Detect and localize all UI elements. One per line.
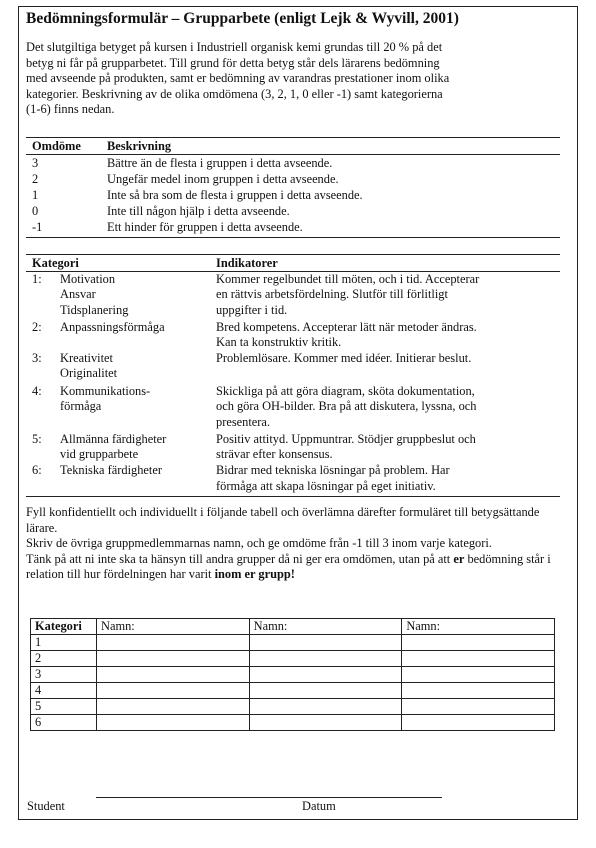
category-number: 1: bbox=[32, 272, 42, 286]
rule bbox=[26, 137, 560, 138]
intro-text bbox=[26, 40, 564, 118]
intro-line: (1-6) finns nedan. bbox=[26, 102, 115, 117]
instruction-paragraph: Skriv de övriga gruppmedlemmarnas namn, och ge omdöme från -1 till 3 inom varje kategori. bbox=[26, 536, 492, 551]
instruction-paragraph: Fyll konfidentiellt och individuellt i följande tabell och överlämna därefter formuläret till betygsättande lärare. bbox=[26, 505, 540, 535]
grid-cell[interactable] bbox=[97, 699, 250, 715]
grid-header-namn-2[interactable]: Namn: bbox=[249, 619, 402, 635]
rating-value: 1 bbox=[32, 188, 39, 202]
rule bbox=[26, 254, 560, 255]
signature-line[interactable] bbox=[96, 797, 442, 798]
grid-header-namn-3[interactable]: Namn: bbox=[402, 619, 555, 635]
grid-cell[interactable] bbox=[97, 667, 250, 683]
category-name: Kommunikations- bbox=[60, 384, 151, 398]
category-name: Allmänna färdigheter bbox=[60, 432, 167, 446]
rule bbox=[26, 154, 560, 155]
category-name: Anpassningsförmåga bbox=[60, 320, 165, 334]
categories-header-kategori: Kategori bbox=[32, 256, 79, 270]
grid-cell[interactable] bbox=[249, 651, 402, 667]
student-label: Student bbox=[27, 799, 65, 813]
grid-row bbox=[31, 651, 555, 667]
category-number: 5: bbox=[32, 432, 42, 446]
grid-cell[interactable] bbox=[97, 715, 250, 731]
intro-line: Det slutgiltiga betyget på kursen i Industriell organisk kemi grundas till 20 % på det bbox=[26, 40, 443, 54]
category-indicator: förmåga att skapa lösningar på eget initiativ. bbox=[216, 479, 436, 493]
category-name: Motivation bbox=[60, 272, 116, 286]
form-title: Bedömningsformulär – Grupparbete (enligt Lejk & Wyvill, 2001) bbox=[26, 10, 459, 27]
rating-value: -1 bbox=[32, 220, 43, 234]
intro-line: betyg ni får på grupparbetet. Till grund för detta betyg står dels lärarens bedömning bbox=[26, 55, 440, 70]
grid-row bbox=[31, 715, 555, 731]
category-number: 3: bbox=[32, 351, 42, 365]
grid-cell[interactable] bbox=[249, 715, 402, 731]
grid-cell[interactable] bbox=[249, 683, 402, 699]
category-name: vid grupparbete bbox=[60, 447, 139, 461]
instruction-paragraph bbox=[26, 552, 564, 583]
grid-cell[interactable] bbox=[402, 667, 555, 683]
grid-row-number: 6 bbox=[31, 715, 97, 731]
rating-value: 0 bbox=[32, 204, 39, 218]
grid-cell[interactable] bbox=[97, 651, 250, 667]
grid-header-namn-1[interactable]: Namn: bbox=[97, 619, 250, 635]
grid-cell[interactable] bbox=[97, 683, 250, 699]
categories-header-indikatorer: Indikatorer bbox=[216, 256, 278, 270]
category-name: Tekniska färdigheter bbox=[60, 463, 162, 477]
grid-row bbox=[31, 699, 555, 715]
instruction-text: Tänk på att ni inte ska ta hänsyn till andra grupper då ni ger era omdömen, utan på att bbox=[26, 551, 454, 566]
grid-row-number: 2 bbox=[31, 651, 97, 667]
instruction-emphasis: ! bbox=[290, 567, 295, 582]
category-name: Kreativitet bbox=[60, 351, 113, 365]
grid-cell[interactable] bbox=[402, 651, 555, 667]
grid-row-number: 3 bbox=[31, 667, 97, 683]
grid-row bbox=[31, 683, 555, 699]
grid-cell[interactable] bbox=[402, 699, 555, 715]
category-indicator: en rättvis arbetsfördelning. Slutför till förlitligt bbox=[216, 287, 448, 301]
rating-description: Inte så bra som de flesta i gruppen i detta avseende. bbox=[107, 188, 363, 202]
grid-row bbox=[31, 635, 555, 651]
grid-cell[interactable] bbox=[402, 635, 555, 651]
intro-line: med avseende på produkten, samt er bedömning av varandras prestationer inom olika bbox=[26, 71, 450, 86]
grid-row bbox=[31, 667, 555, 683]
rule bbox=[26, 496, 560, 497]
grid-cell[interactable] bbox=[97, 635, 250, 651]
grid-row-number: 4 bbox=[31, 683, 97, 699]
category-name: förmåga bbox=[60, 399, 102, 413]
category-indicator: Bidrar med tekniska lösningar på problem. Har bbox=[216, 463, 450, 477]
category-indicator: Problemlösare. Kommer med idéer. Initierar beslut. bbox=[216, 351, 472, 365]
category-indicator: presentera. bbox=[216, 415, 271, 429]
grid-row-number: 5 bbox=[31, 699, 97, 715]
grid-cell[interactable] bbox=[249, 667, 402, 683]
category-indicator: Kommer regelbundet till möten, och i tid. Accepterar bbox=[216, 272, 480, 286]
category-number: 6: bbox=[32, 463, 42, 477]
instruction-emphasis: er bbox=[453, 551, 465, 566]
grid-header-kategori: Kategori bbox=[31, 619, 97, 635]
grid-cell[interactable] bbox=[402, 683, 555, 699]
category-name: Ansvar bbox=[60, 287, 96, 301]
category-indicator: Skickliga på att göra diagram, sköta dokumentation, bbox=[216, 384, 475, 398]
category-indicator: Kan ta konstruktiv kritik. bbox=[216, 335, 342, 349]
grid-header-row bbox=[31, 619, 555, 635]
intro-line: kategorier. Beskrivning av de olika omdömena (3, 2, 1, 0 eller -1) samt kategorierna bbox=[26, 86, 443, 101]
rating-description: Ungefär medel inom gruppen i detta avseende. bbox=[107, 172, 339, 186]
rule bbox=[26, 237, 560, 238]
rating-description: Bättre än de flesta i gruppen i detta avseende. bbox=[107, 156, 333, 170]
category-indicator: uppgifter i tid. bbox=[216, 303, 288, 317]
rating-grid bbox=[30, 618, 555, 731]
rating-value: 3 bbox=[32, 156, 39, 170]
datum-label: Datum bbox=[302, 799, 336, 813]
category-number: 2: bbox=[32, 320, 42, 334]
grid-cell[interactable] bbox=[402, 715, 555, 731]
category-name: Originalitet bbox=[60, 366, 118, 380]
ratings-header-beskrivning: Beskrivning bbox=[107, 139, 172, 153]
ratings-header-omdome: Omdöme bbox=[32, 139, 81, 153]
category-indicator: Positiv attityd. Uppmuntrar. Stödjer gruppbeslut och bbox=[216, 432, 476, 446]
category-number: 4: bbox=[32, 384, 42, 398]
instructions bbox=[26, 505, 564, 583]
rating-value: 2 bbox=[32, 172, 39, 186]
grid-cell[interactable] bbox=[249, 699, 402, 715]
category-indicator: Bred kompetens. Accepterar lätt när metoder ändras. bbox=[216, 320, 477, 334]
rating-description: Inte till någon hjälp i detta avseende. bbox=[107, 204, 290, 218]
category-indicator: strävar efter konsensus. bbox=[216, 447, 333, 461]
instruction-text: bedömning står i relation till hur fördelningen har varit bbox=[26, 551, 551, 582]
grid-cell[interactable] bbox=[249, 635, 402, 651]
grid-row-number: 1 bbox=[31, 635, 97, 651]
category-name: Tidsplanering bbox=[60, 303, 129, 317]
category-indicator: och göra OH-bilder. Bra på att diskutera, lyssna, och bbox=[216, 399, 477, 413]
rating-description: Ett hinder för gruppen i detta avseende. bbox=[107, 220, 303, 234]
instruction-emphasis: inom er grupp bbox=[214, 567, 291, 582]
